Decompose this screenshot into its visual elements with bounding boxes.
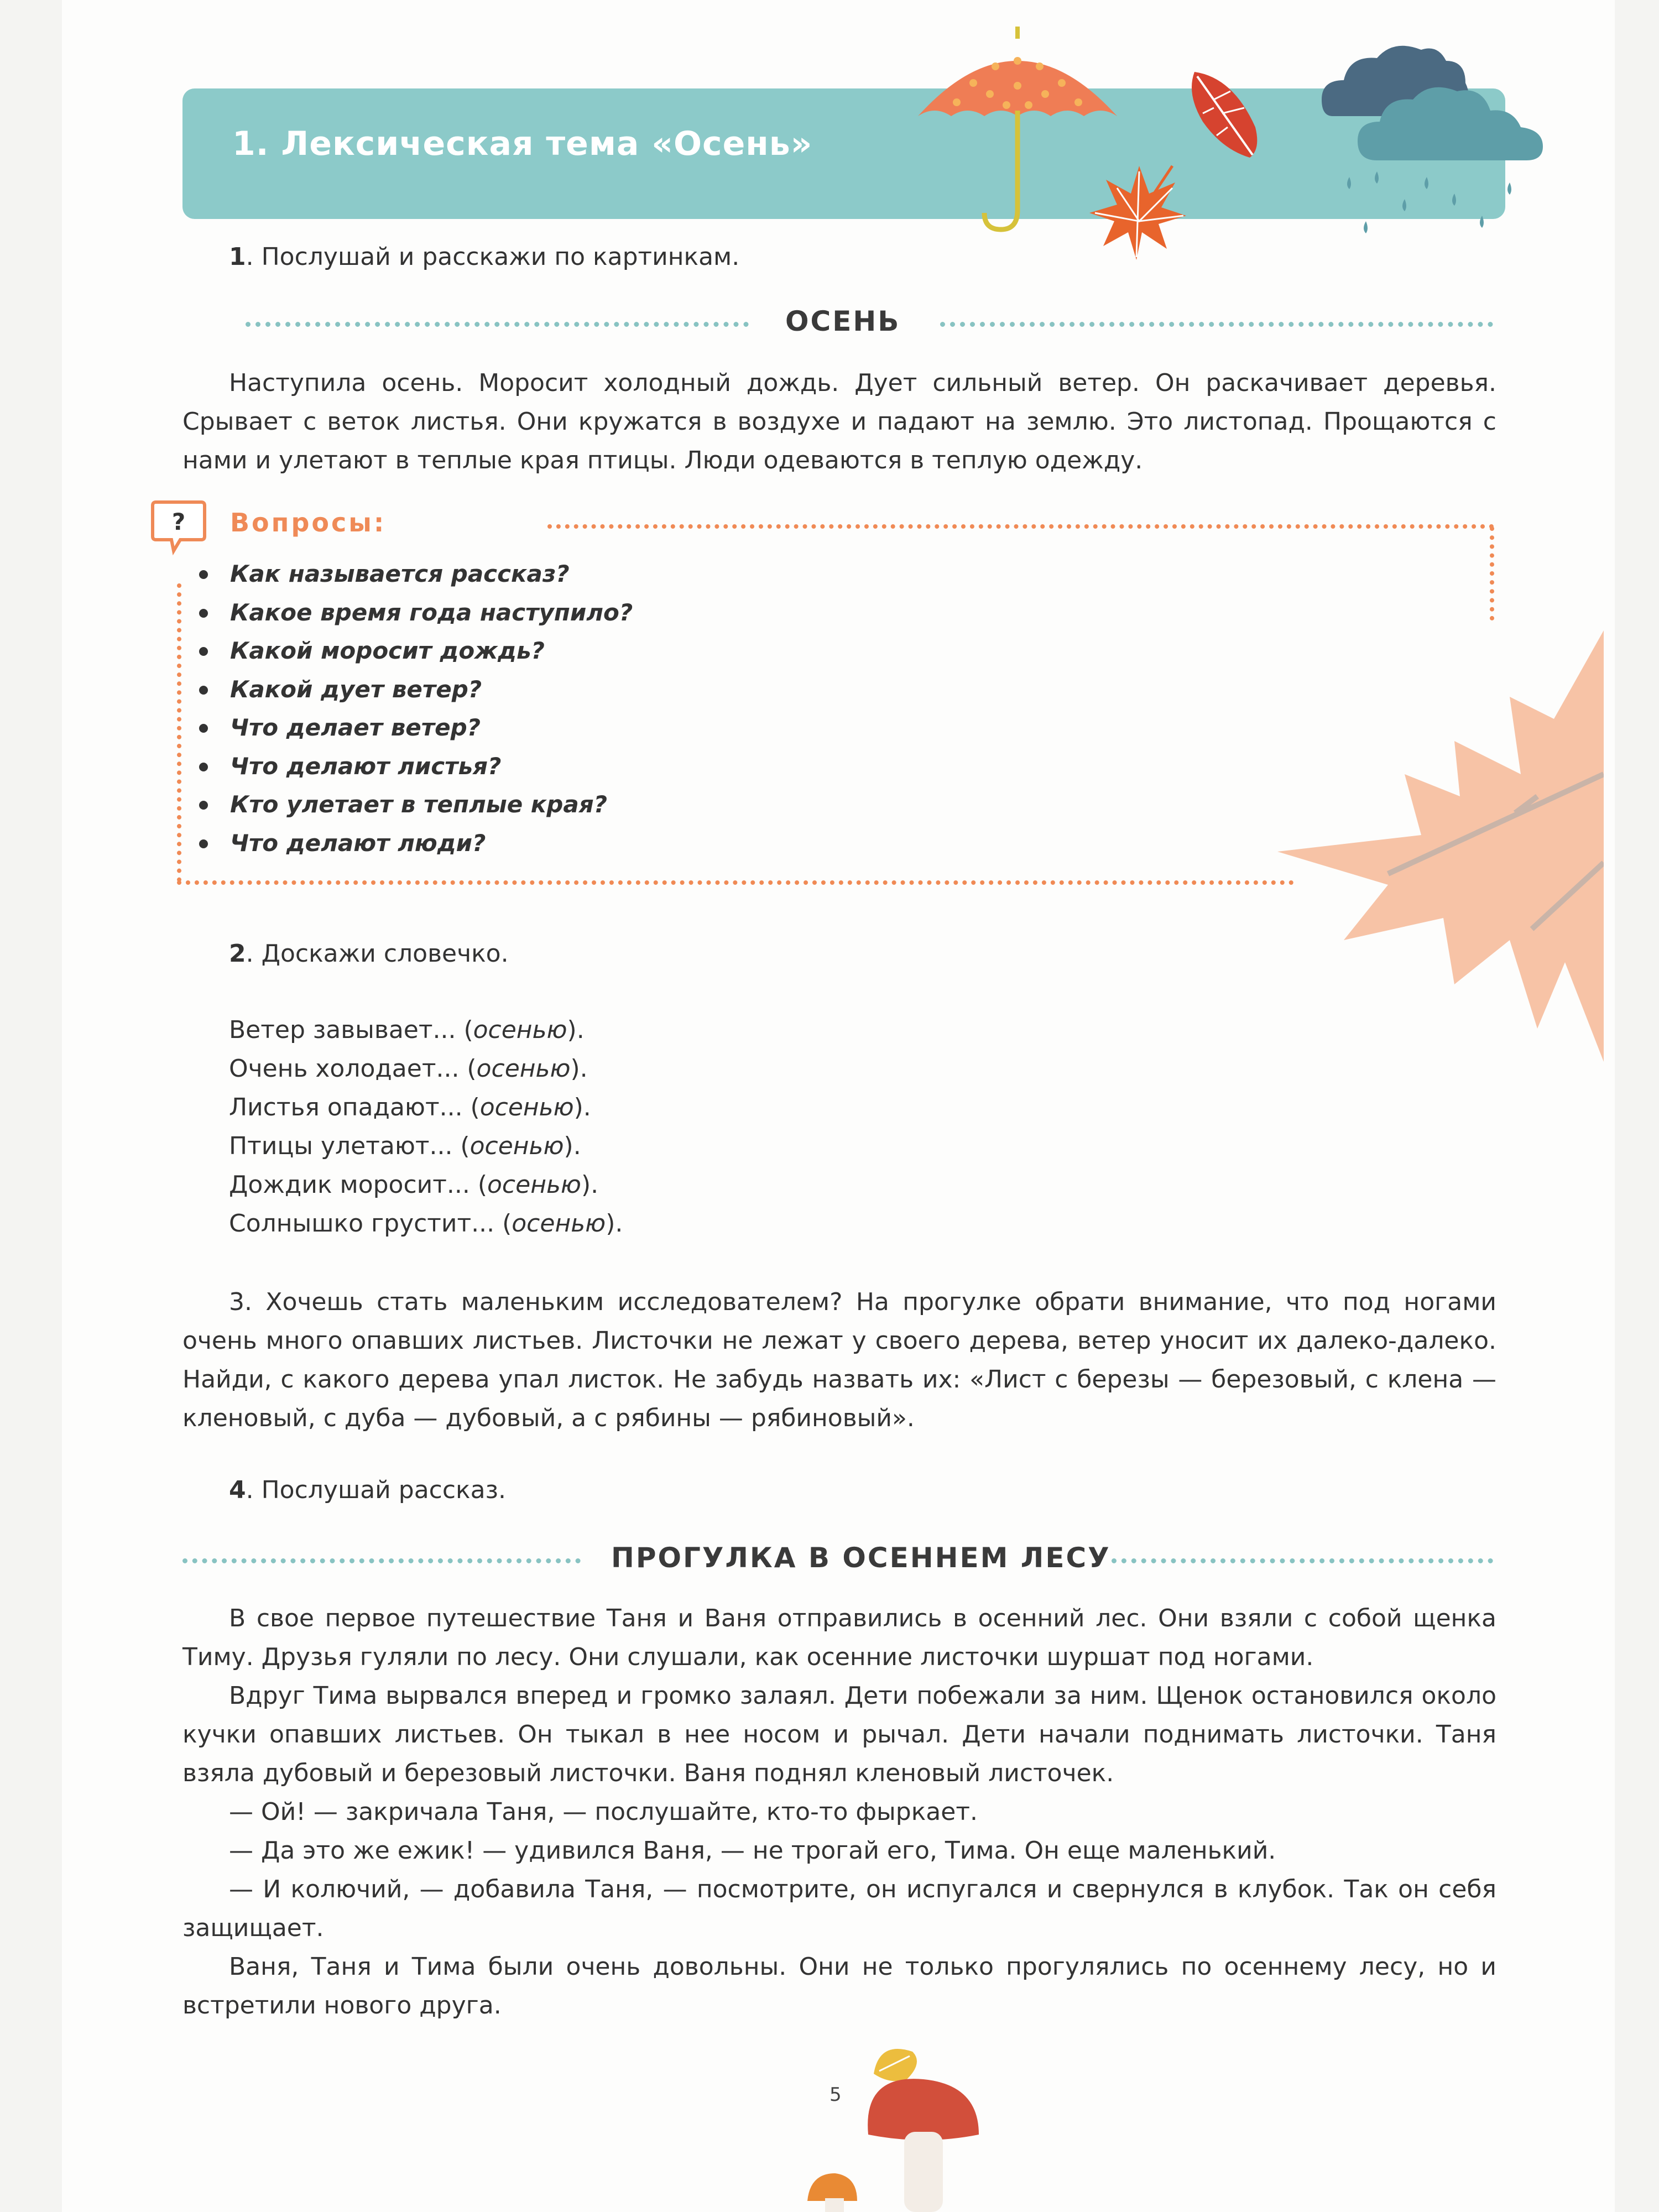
question-icon [148,498,209,559]
questions-label: Вопросы: [230,508,387,538]
question-item: Что делают листья? [192,747,633,786]
question-item: Кто улетает в теплые края? [192,785,633,824]
questions-border-bottom [177,880,1294,885]
story-paragraph: Вдруг Тима вырвался вперед и громко залаял. Дети побежали за ним. Щенок остановился около кучки опавших листьев. Он тыкал в нее носом и рычал. Дети начали поднимать листочки. Таня взяла дубовый и березовый листочки. Ваня поднял кленовый листочек. [182,1682,1496,1787]
questions-list [192,555,633,862]
task2-line [229,1050,623,1088]
task2-line [229,1166,623,1204]
line-text: Солнышко грустит... ( [229,1209,512,1238]
line-text: Ветер завывает... ( [229,1016,473,1044]
line-end: ). [570,1055,588,1083]
line-text: Листья опадают... ( [229,1093,480,1121]
question-item: Какой моросит дождь? [192,632,633,670]
story-autumn: Наступила осень. Моросит холодный дождь. Дует сильный ветер. Он раскачивает деревья. Срывает с веток листья. Они кружатся в воздухе и падают на землю. Это листопад. Прощаются с нами и улетают в теплые края птицы. Люди одеваются в теплую одежду. [182,369,1496,474]
task2-line [229,1204,623,1243]
questions-border-top [547,524,1494,529]
story-title-autumn: ОСЕНЬ [785,305,901,337]
line-text: Птицы улетают... ( [229,1132,470,1160]
task4-number: 4 [229,1476,246,1504]
mushroom-icon [796,2041,1006,2212]
rowan-leaf-icon [1172,61,1272,166]
questions-border-right [1490,526,1494,620]
page-title: 1. Лексическая тема «Осень» [232,124,813,163]
question-icon-glyph: ? [171,508,186,535]
divider-left-2 [182,1558,581,1563]
line-answer: осенью [469,1132,564,1160]
question-item: Какое время года наступило? [192,593,633,632]
rain-cloud-icon [1316,33,1559,249]
big-maple-leaf-icon [1277,630,1604,1062]
line-answer: осенью [479,1093,574,1121]
line-end: ). [564,1132,581,1160]
question-item: Что делает ветер? [192,708,633,747]
task2-line [229,1127,623,1166]
task1-instruction [229,238,739,276]
line-answer: осенью [512,1209,606,1238]
task4-instruction-text: . Послушай рассказ. [246,1476,506,1504]
question-item: Какой дует ветер? [192,670,633,709]
task3-text: 3. Хочешь стать маленьким исследователем? На прогулке обрати внимание, что под ногами очень много опавших листьев. Листочки не лежат у своего дерева, ветер уносит их далеко-далеко. Найди, с какого дерева упал листок. Не забудь назвать их: «Лист с березы — березовый, с клена — кленовый, с дуба — дубовый, а с рябины — рябиновый». [182,1288,1496,1432]
line-answer: осенью [473,1016,567,1044]
task2-instruction [229,935,509,973]
divider-right-2 [1112,1558,1493,1563]
task2-line [229,1011,623,1050]
task2-lines [229,1011,623,1243]
line-text: Дождик моросит... ( [229,1171,488,1199]
divider-right [940,322,1493,327]
story-paragraph: — Ой! — закричала Таня, — послушайте, кто-то фыркает. [229,1798,978,1826]
story-paragraph: В свое первое путешествие Таня и Ваня отправились в осенний лес. Они взяли с собой щенка Тиму. Друзья гуляли по лесу. Они слушали, как осенние листочки шуршат под ногами. [182,1604,1496,1671]
task2-line [229,1088,623,1127]
question-item: Что делают люди? [192,824,633,863]
task2-number: 2 [229,940,246,968]
task2-instruction-text: . Доскажи словечко. [246,940,509,968]
line-end: ). [573,1093,591,1121]
story-paragraph: Ваня, Таня и Тима были очень довольны. Они не только прогулялись по осеннему лесу, но и встретили нового друга. [182,1953,1496,2020]
story-paragraph: — И колючий, — добавила Таня, — посмотрите, он испугался и свернулся в клубок. Так он себя защищает. [182,1875,1496,1942]
task4-instruction [229,1471,506,1510]
story-paragraph: — Да это же ежик! — удивился Ваня, — не трогай его, Тима. Он еще маленький. [229,1837,1276,1865]
story-title-walk: ПРОГУЛКА В ОСЕННЕМ ЛЕСУ [611,1542,1111,1574]
maple-leaf-icon [1084,155,1194,265]
line-end: ). [567,1016,585,1044]
line-answer: осенью [476,1055,571,1083]
page-number: 5 [830,2084,842,2106]
line-answer: осенью [487,1171,581,1199]
question-item: Как называется рассказ? [192,555,633,593]
questions-border-left [177,583,181,882]
story-walk [182,1599,1496,2025]
line-text: Очень холодает... ( [229,1055,477,1083]
task1-instruction-text: . Послушай и расскажи по картинкам. [246,243,740,271]
line-end: ). [606,1209,623,1238]
task1-number: 1 [229,243,246,271]
divider-left [246,322,749,327]
line-end: ). [581,1171,599,1199]
